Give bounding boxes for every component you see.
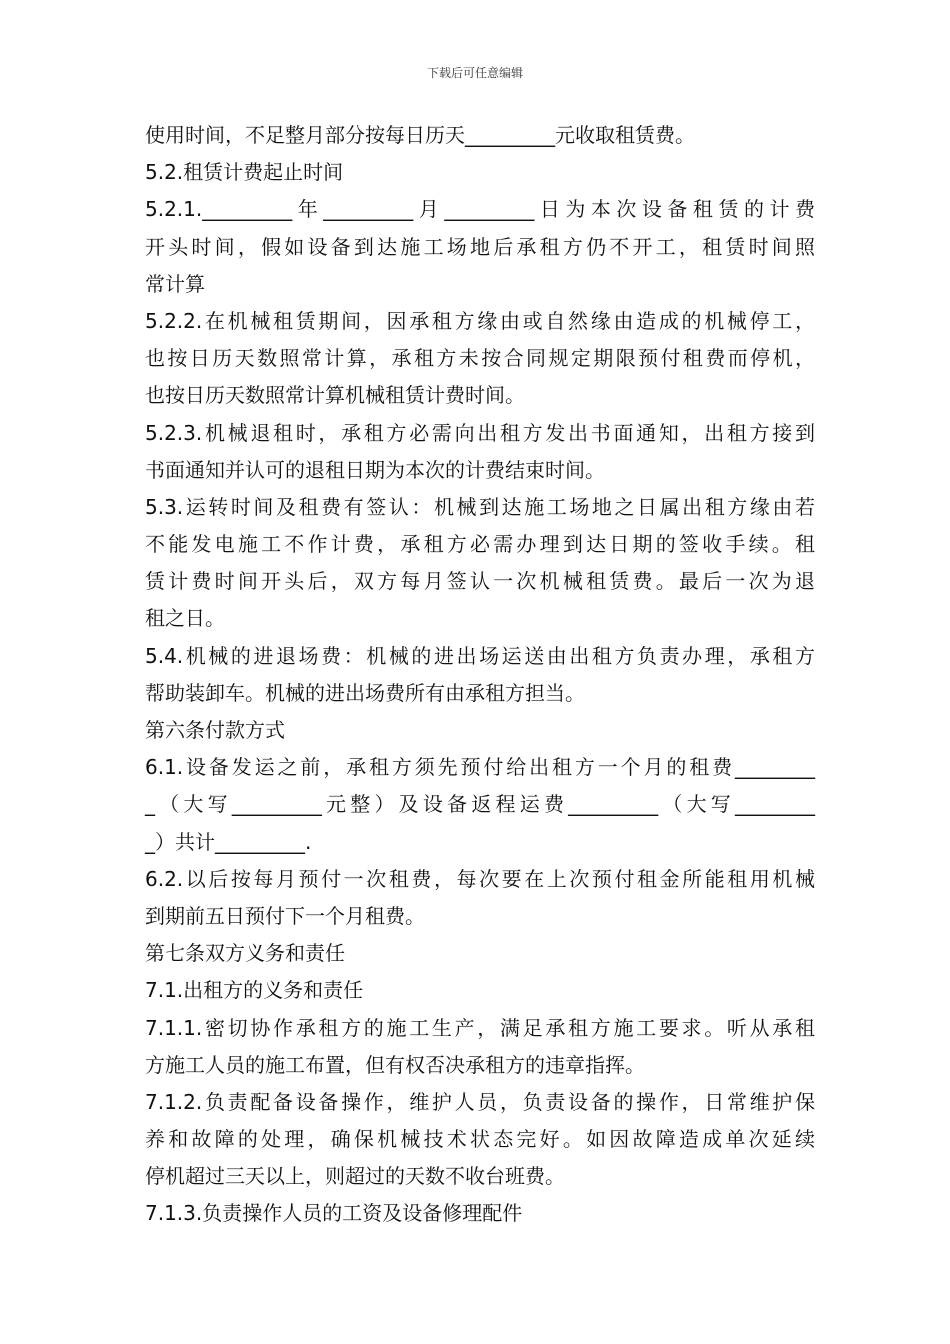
text-line: 7.1.1.密切协作承租方的施工生产，满足承租方施工要求。听从承租 (145, 1015, 815, 1040)
text-line: _（大写_________元整）及设备返程运费_________（大写________ (145, 792, 815, 817)
text-line: 书面通知并认可的退租日期为本次的计费结束时间。 (145, 457, 605, 482)
text-line: 常计算 (145, 271, 205, 296)
text-line: 第六条付款方式 (145, 718, 285, 742)
text-line: 5.2.租赁计费起止时间 (145, 160, 344, 185)
text-line: 租之日。 (145, 606, 225, 631)
text-line: 5.3.运转时间及租费有签认：机械到达施工场地之日属出租方缘由若 (145, 494, 815, 519)
text-line: 不能发电施工不作计费，承租方必需办理到达日期的签收手续。租 (145, 532, 815, 557)
text-line: 5.2.1._________年_________月_________日为本次设备租赁的计费 (145, 197, 815, 222)
text-line: 帮助装卸车。机械的进出场费所有由承租方担当。 (145, 680, 585, 705)
text-line: 5.4.机械的进退场费：机械的进出场运送由出租方负责办理，承租方 (145, 643, 815, 668)
document-header-note: 下载后可任意编辑 (426, 66, 523, 80)
text-line: 7.1.3.负责操作人员的工资及设备修理配件 (145, 1201, 523, 1226)
text-line: 停机超过三天以上，则超过的天数不收台班费。 (145, 1164, 565, 1189)
text-line: 也按日历天数照常计算，承租方未按合同规定期限预付租费而停机， (145, 346, 815, 371)
text-line: 7.1.出租方的义务和责任 (145, 978, 364, 1003)
text-line: 开头时间，假如设备到达施工场地后承租方仍不开工，租赁时间照 (145, 234, 815, 259)
text-line: _）共计_________. (145, 829, 312, 854)
document-body (145, 117, 815, 1233)
text-line: 5.2.3.机械退租时，承租方必需向出租方发出书面通知，出租方接到 (145, 420, 815, 445)
text-line: 养和故障的处理，确保机械技术状态完好。如因故障造成单次延续 (145, 1127, 815, 1152)
text-line: 第七条双方义务和责任 (145, 941, 345, 966)
text-line: 6.1.设备发运之前，承租方须先预付给出租方一个月的租费________ (145, 755, 815, 780)
text-line: 赁计费时间开头后，双方每月签认一次机械租赁费。最后一次为退 (145, 569, 815, 594)
text-line: 使用时间，不足整月部分按每日历天_________元收取租赁费。 (145, 123, 695, 147)
text-line: 5.2.2.在机械租赁期间，因承租方缘由或自然缘由造成的机械停工， (145, 308, 815, 333)
text-line: 也按日历天数照常计算机械租赁计费时间。 (145, 383, 525, 408)
text-line: 6.2.以后按每月预付一次租费，每次要在上次预付租金所能租用机械 (145, 866, 815, 891)
text-line: 方施工人员的施工布置，但有权否决承租方的违章指挥。 (145, 1052, 645, 1077)
text-line: 到期前五日预付下一个月租费。 (145, 903, 425, 928)
text-line: 7.1.2.负责配备设备操作，维护人员，负责设备的操作，日常维护保 (145, 1089, 815, 1114)
